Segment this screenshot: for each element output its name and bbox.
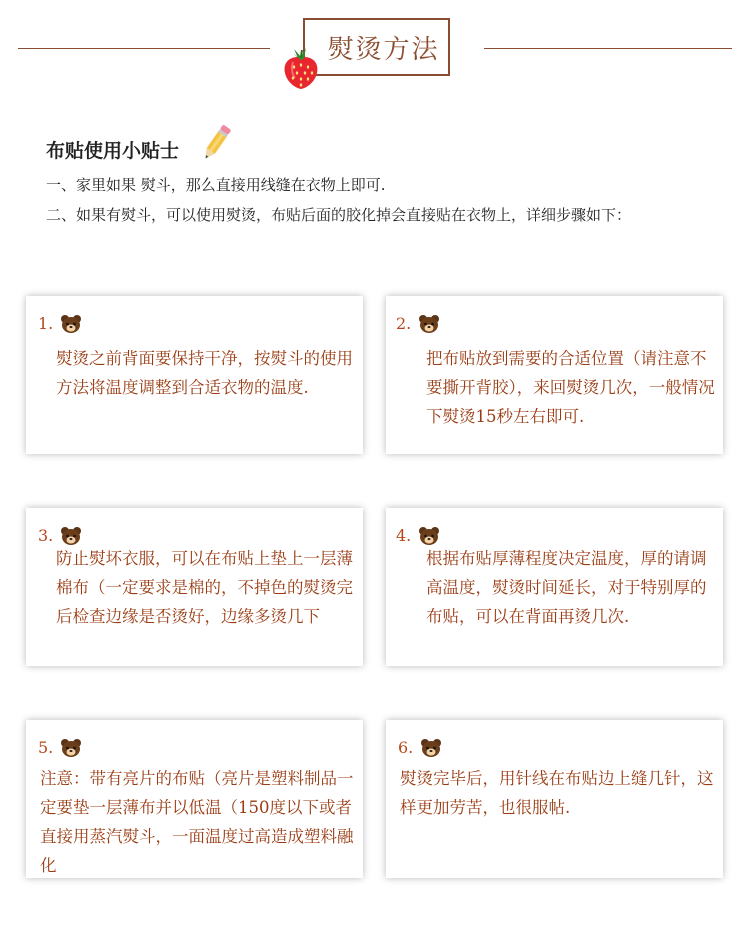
step-number: 3.	[38, 526, 54, 545]
bear-icon	[60, 526, 82, 546]
step-number: 6.	[398, 738, 414, 757]
bear-icon	[418, 314, 440, 334]
strawberry-icon	[281, 48, 321, 90]
step-card-1	[26, 296, 363, 454]
bear-icon	[420, 738, 442, 758]
bear-icon	[60, 314, 82, 334]
step-card-2	[386, 296, 723, 454]
step-card-6	[386, 720, 723, 878]
section-title: 熨烫方法	[327, 34, 440, 65]
step-card-4	[386, 508, 723, 666]
tip-line-1: 一、家里如果 熨斗，那么直接用线缝在衣物上即可.	[46, 176, 386, 194]
step-number: 5.	[38, 738, 54, 757]
header-divider-left	[18, 48, 270, 49]
bear-icon	[418, 526, 440, 546]
bear-icon	[60, 738, 82, 758]
step-text: 根据布贴厚薄程度决定温度，厚的请调高温度，熨烫时间延长，对于特别厚的布贴，可以在背面再烫几次.	[426, 549, 707, 626]
step-number: 1.	[38, 314, 54, 333]
step-number: 4.	[396, 526, 412, 545]
step-card-5	[26, 720, 363, 878]
tips-title: 布贴使用小贴士	[46, 140, 180, 162]
pencil-icon	[200, 122, 234, 162]
step-text: 熨烫之前背面要保持干净，按熨斗的使用方法将温度调整到合适衣物的温度.	[56, 349, 353, 397]
step-text: 防止熨坏衣服，可以在布贴上垫上一层薄棉布（一定要求是棉的，不掉色的熨烫完后检查边缘是否烫好，边缘多烫几下	[56, 549, 353, 626]
step-card-3	[26, 508, 363, 666]
step-text: 把布贴放到需要的合适位置（请注意不要撕开背胶），来回熨烫几次，一般情况下熨烫15秒左右即可.	[426, 349, 715, 426]
tip-line-2: 二、如果有熨斗，可以使用熨烫，布贴后面的胶化掉会直接贴在衣物上，详细步骤如下：	[46, 206, 632, 224]
step-number: 2.	[396, 314, 412, 333]
step-text: 注意：带有亮片的布贴（亮片是塑料制品一定要垫一层薄布并以低温（150度以下或者直接用蒸汽熨斗，一面温度过高造成塑料融化	[40, 769, 354, 875]
section-title-box	[303, 18, 450, 76]
step-text: 熨烫完毕后，用针线在布贴边上缝几针，这样更加劳苦，也很服帖.	[400, 769, 714, 817]
header-divider-right	[484, 48, 732, 49]
